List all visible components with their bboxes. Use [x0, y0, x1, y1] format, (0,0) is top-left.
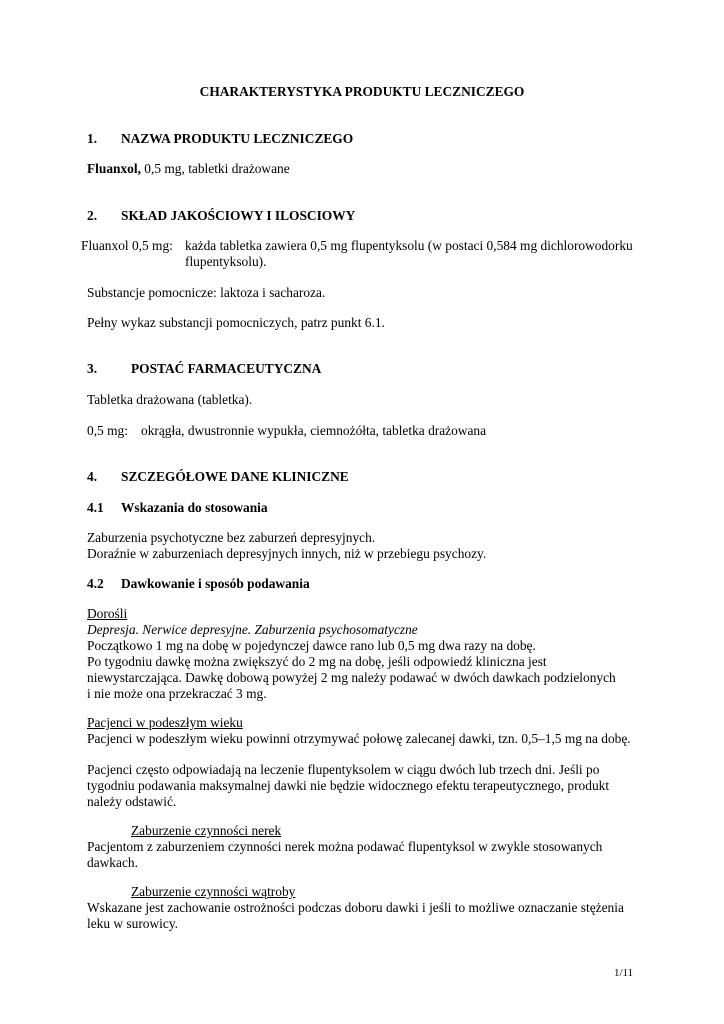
hepatic-line-1: Wskazane jest zachowanie ostrożności podczas doboru dawki i jeśli to możliwe oznaczanie stężenia — [87, 900, 624, 915]
hepatic-subheading: Zaburzenie czynności wątroby — [131, 884, 296, 899]
section-3-heading: POSTAĆ FARMACEUTYCZNA — [131, 361, 322, 376]
section-4-heading: SZCZEGÓŁOWE DANE KLINICZNE — [121, 469, 349, 484]
pharmaceutical-form: Tabletka drażowana (tabletka). — [87, 392, 253, 407]
composition-label: Fluanxol 0,5 mg: — [81, 238, 173, 253]
section-4-2-number: 4.2 — [87, 576, 104, 591]
elderly-subheading: Pacjenci w podeszłym wieku — [87, 715, 243, 730]
section-1-number: 1. — [87, 131, 98, 146]
excipients-full-list-text: Pełny wykaz substancji pomocniczych, patrz punkt 6.1. — [87, 315, 385, 330]
adults-dosage-line-2: Po tygodniu dawkę można zwiększyć do 2 mg na dobę, jeśli odpowiedź kliniczna jest — [87, 654, 547, 669]
renal-line-2: dawkach. — [87, 855, 138, 870]
excipients-text: Substancje pomocnicze: laktoza i sacharoza. — [87, 285, 326, 300]
response-line-1: Pacjenci często odpowiadają na leczenie flupentyksolem w ciągu dwóch lub trzech dni. Jeśli po — [87, 762, 600, 777]
adults-dosage-line-1: Początkowo 1 mg na dobę w pojedynczej dawce rano lub 0,5 mg dwa razy na dobę. — [87, 638, 536, 653]
renal-line-1: Pacjentom z zaburzeniem czynności nerek można podawać flupentyksol w zwykle stosowanych — [87, 839, 603, 854]
composition-line-2: flupentyksolu). — [185, 254, 267, 269]
section-3-number: 3. — [87, 361, 98, 376]
adults-dosage-line-3: niewystarczająca. Dawkę dobową powyżej 2 mg należy podawać w dwóch dawkach podzielonych — [87, 670, 616, 685]
response-line-2: tygodniu podawania maksymalnej dawki nie będzie widocznego efektu terapeutycznego, produkt — [87, 778, 610, 793]
product-name: Fluanxol, — [87, 161, 141, 176]
adults-subheading: Dorośli — [87, 606, 128, 621]
product-name-line — [87, 161, 290, 177]
indications-line-1: Zaburzenia psychotyczne bez zaburzeń depresyjnych. — [87, 530, 376, 545]
section-4-2-heading: Dawkowanie i sposób podawania — [121, 576, 310, 591]
page-number: 1/11 — [614, 967, 634, 979]
document-title: CHARAKTERYSTYKA PRODUKTU LECZNICZEGO — [199, 84, 525, 99]
renal-subheading: Zaburzenie czynności nerek — [131, 823, 282, 838]
composition-line-1: każda tabletka zawiera 0,5 mg flupentyksolu (w postaci 0,584 mg dichlorowodorku — [185, 238, 633, 253]
tablet-description: okrągła, dwustronnie wypukła, ciemnożółta, tabletka drażowana — [141, 423, 487, 438]
section-4-number: 4. — [87, 469, 98, 484]
section-4-1-number: 4.1 — [87, 500, 104, 515]
section-2-number: 2. — [87, 208, 98, 223]
product-description: 0,5 mg, tabletki drażowane — [140, 161, 290, 176]
tablet-strength-label: 0,5 mg: — [87, 423, 128, 438]
adults-indications-subheading: Depresja. Nerwice depresyjne. Zaburzenia psychosomatyczne — [87, 622, 418, 637]
section-2-heading: SKŁAD JAKOŚCIOWY I ILOSCIOWY — [121, 208, 356, 223]
response-line-3: należy odstawić. — [87, 794, 177, 809]
section-1-heading: NAZWA PRODUKTU LECZNICZEGO — [121, 131, 354, 146]
hepatic-line-2: leku w surowicy. — [87, 916, 178, 931]
elderly-dosage-line-1: Pacjenci w podeszłym wieku powinni otrzymywać połowę zalecanej dawki, tzn. 0,5–1,5 mg na dobę. — [87, 731, 631, 746]
indications-line-2: Doraźnie w zaburzeniach depresyjnych innych, niż w przebiegu psychozy. — [87, 546, 487, 561]
section-4-1-heading: Wskazania do stosowania — [121, 500, 268, 515]
adults-dosage-line-4: i nie może ona przekraczać 3 mg. — [87, 686, 267, 701]
